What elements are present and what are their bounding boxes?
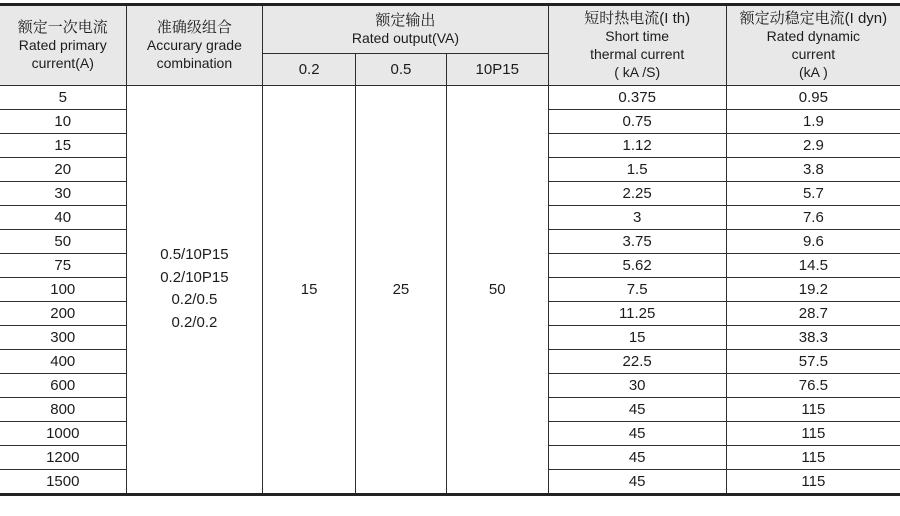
- header-thermal-current-cell: [548, 5, 726, 86]
- thermal-current-cell: 0.75: [548, 109, 726, 133]
- header-subcol-05: 0.5: [355, 53, 446, 85]
- thermal-current-cell: 15: [548, 325, 726, 349]
- primary-current-cell: 50: [0, 229, 126, 253]
- primary-current-cell: 200: [0, 301, 126, 325]
- header-primary-current-zh: 额定一次电流: [17, 18, 108, 36]
- dynamic-current-cell: 115: [726, 397, 900, 421]
- thermal-current-cell: 7.5: [548, 277, 726, 301]
- header-thermal-current-en3: ( kA /S): [614, 64, 661, 80]
- header-dynamic-current-en2: current: [791, 46, 836, 63]
- rated-output-25-cell: 25: [355, 85, 446, 494]
- primary-current-cell: 100: [0, 277, 126, 301]
- header-dynamic-current-en1: Rated dynamic: [766, 28, 861, 45]
- header-dynamic-current-cell: [726, 5, 900, 86]
- header-accuracy-grade-en2: combination: [156, 55, 233, 72]
- dynamic-current-cell: 57.5: [726, 349, 900, 373]
- header-primary-current-en1: Rated primary: [18, 37, 107, 54]
- dynamic-current-cell: 9.6: [726, 229, 900, 253]
- dynamic-current-cell: 115: [726, 469, 900, 494]
- header-dynamic-current-en3: (kA ): [798, 64, 828, 80]
- table-row: [0, 85, 900, 109]
- dynamic-current-cell: 5.7: [726, 181, 900, 205]
- primary-current-cell: 15: [0, 133, 126, 157]
- header-thermal-current-en1: Short time: [605, 28, 670, 45]
- accuracy-combination-item: 0.5/10P15: [160, 246, 229, 264]
- primary-current-cell: 20: [0, 157, 126, 181]
- primary-current-cell: 800: [0, 397, 126, 421]
- header-primary-current-en2: current(A): [31, 55, 94, 72]
- dynamic-current-cell: 14.5: [726, 253, 900, 277]
- primary-current-cell: 300: [0, 325, 126, 349]
- thermal-current-cell: 3.75: [548, 229, 726, 253]
- primary-current-cell: 30: [0, 181, 126, 205]
- header-primary-current-cell: [0, 5, 126, 86]
- dynamic-current-cell: 76.5: [726, 373, 900, 397]
- header-subcol-10p15: 10P15: [446, 53, 548, 85]
- thermal-current-cell: 30: [548, 373, 726, 397]
- thermal-current-cell: 3: [548, 205, 726, 229]
- spec-table: [0, 3, 900, 496]
- thermal-current-cell: 0.375: [548, 85, 726, 109]
- accuracy-combination-item: 0.2/0.5: [171, 291, 218, 309]
- thermal-current-cell: 1.12: [548, 133, 726, 157]
- header-dynamic-current-zh: 额定动稳定电流(I dyn): [739, 10, 888, 27]
- primary-current-cell: 1500: [0, 469, 126, 494]
- primary-current-cell: 600: [0, 373, 126, 397]
- primary-current-cell: 5: [0, 85, 126, 109]
- dynamic-current-cell: 38.3: [726, 325, 900, 349]
- dynamic-current-cell: 115: [726, 445, 900, 469]
- thermal-current-cell: 22.5: [548, 349, 726, 373]
- dynamic-current-cell: 19.2: [726, 277, 900, 301]
- header-accuracy-grade-zh: 准确级组合: [156, 18, 232, 36]
- accuracy-combination-item: 0.2/10P15: [160, 268, 229, 286]
- header-rated-output-zh: 额定输出: [375, 11, 436, 29]
- header-thermal-current-zh: 短时热电流(I th): [584, 10, 691, 27]
- header-rated-output-en: Rated output(VA): [351, 29, 459, 46]
- thermal-current-cell: 45: [548, 397, 726, 421]
- header-thermal-current-en2: thermal current: [590, 46, 685, 63]
- thermal-current-cell: 45: [548, 421, 726, 445]
- header-subcol-02: 0.2: [263, 53, 356, 85]
- thermal-current-cell: 45: [548, 469, 726, 494]
- dynamic-current-cell: 2.9: [726, 133, 900, 157]
- dynamic-current-cell: 7.6: [726, 205, 900, 229]
- dynamic-current-cell: 3.8: [726, 157, 900, 181]
- primary-current-cell: 400: [0, 349, 126, 373]
- header-rated-output-cell: [263, 5, 548, 54]
- header-accuracy-grade-en1: Accurary grade: [146, 37, 242, 54]
- rated-output-50-cell: 50: [446, 85, 548, 494]
- dynamic-current-cell: 28.7: [726, 301, 900, 325]
- accuracy-combination-item: 0.2/0.2: [171, 313, 218, 331]
- thermal-current-cell: 2.25: [548, 181, 726, 205]
- dynamic-current-cell: 115: [726, 421, 900, 445]
- primary-current-cell: 1000: [0, 421, 126, 445]
- thermal-current-cell: 1.5: [548, 157, 726, 181]
- primary-current-cell: 10: [0, 109, 126, 133]
- primary-current-cell: 1200: [0, 445, 126, 469]
- header-accuracy-grade-cell: [126, 5, 263, 86]
- header-row-main: [0, 5, 900, 54]
- primary-current-cell: 75: [0, 253, 126, 277]
- accuracy-combinations-cell: [126, 85, 263, 494]
- primary-current-cell: 40: [0, 205, 126, 229]
- thermal-current-cell: 45: [548, 445, 726, 469]
- rated-output-15-cell: 15: [263, 85, 356, 494]
- thermal-current-cell: 5.62: [548, 253, 726, 277]
- thermal-current-cell: 11.25: [548, 301, 726, 325]
- dynamic-current-cell: 0.95: [726, 85, 900, 109]
- dynamic-current-cell: 1.9: [726, 109, 900, 133]
